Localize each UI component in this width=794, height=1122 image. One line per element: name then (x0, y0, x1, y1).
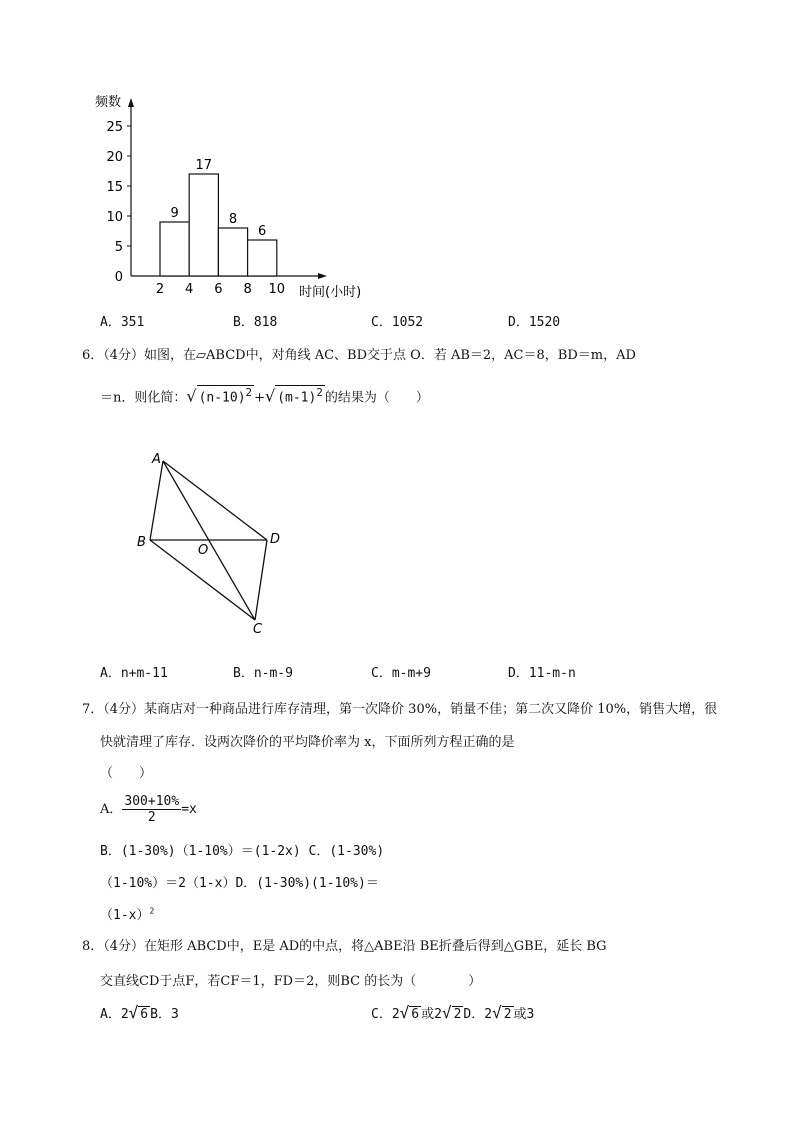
parallelogram-figure (130, 445, 300, 640)
histogram-chart (90, 90, 362, 305)
q6-stem-line2 (100, 385, 429, 405)
histogram-bar (160, 222, 189, 276)
q7-stem-line1: 7．（4分）某商店对一种商品进行库存清理，第一次降价 30%，销量不佳；第二次又降价 10%，销售大增，很 (82, 702, 718, 717)
sqrt-icon: √ (264, 386, 276, 406)
bar-data-label: 17 (195, 158, 213, 173)
x-tick-label: 2 (155, 282, 165, 297)
q5-option-d: D．1520 (508, 315, 561, 330)
q7-option-a: A． $\frac{300+10\%}{2}$ =x (100, 794, 197, 825)
q5-option-c: C．1052 (371, 315, 424, 330)
y-tick-label: 15 (106, 180, 123, 195)
y-tick-label: 5 (114, 240, 123, 255)
q6-option-d: D．11-m-n (508, 666, 576, 681)
histogram-bar (248, 240, 277, 276)
histogram-bar (189, 174, 218, 276)
q8-option-a-b: A．2√ 6 B．3 (100, 1003, 179, 1022)
y-axis-label: 频数 (95, 95, 122, 110)
x-axis-arrow-icon (318, 273, 327, 279)
q6-option-a: A．n+m-11 (100, 666, 168, 681)
bar-data-label: 9 (170, 206, 179, 221)
y-tick-label: 0 (114, 270, 123, 285)
q7-option-c-d: （1-10%）＝2（1-x）D．(1-30%)(1-10%)＝ (100, 876, 379, 891)
x-tick-label: 6 (214, 282, 223, 297)
y-tick-label: 20 (106, 150, 123, 165)
q7-option-d-exp: 2 (149, 906, 155, 916)
q7-stem-line2: 快就清理了库存．设两次降价的平均降价率为 x，下面所列方程正确的是 (100, 735, 515, 750)
q6-option-b: B．n-m-9 (233, 666, 293, 681)
y-tick-label: 25 (106, 120, 123, 135)
q6-stem-line1: 6．（4分）如图，在▱ABCD中，对角线 AC、BD交于点 O．若 AB＝2，AC＝8，BD＝m，AD (82, 348, 636, 363)
x-tick-label: 8 (243, 282, 252, 297)
q6-exp-2: 2 (316, 386, 323, 399)
q7-answer-paren: （ ） (100, 766, 153, 781)
q7-option-b-c: B．(1-30%)（1-10%）＝(1-2x) C．(1-30%) (100, 844, 385, 859)
q8-stem-line2: 交直线CD于点F，若CF＝1，FD＝2，则BC 的长为（ ） (100, 974, 482, 989)
q7-option-a-fraction: $\frac{300+10\%}{2}$ (124, 794, 180, 825)
q6-radicand-2: $(m-1)^2$ (277, 386, 323, 406)
bar-data-label: 8 (228, 212, 238, 227)
q6-plus: + (254, 390, 265, 406)
q6-line2-post: 的结果为（ ） (324, 390, 429, 406)
y-tick-label: 10 (106, 210, 123, 225)
point-label-c: C (253, 622, 263, 637)
bar-data-label: 6 (258, 224, 267, 239)
x-tick-label: 4 (185, 282, 194, 297)
point-label-d: D (270, 532, 281, 547)
sqrt-icon: √ (441, 1003, 452, 1022)
sqrt-icon: √ (399, 1003, 410, 1022)
q6-exp-1: 2 (245, 386, 253, 399)
q5-option-a: A．351 (100, 315, 145, 330)
q6-line2-pre: ＝n．则化简： (100, 390, 187, 406)
y-axis-arrow-icon (128, 98, 134, 107)
q8-option-c-d: C．2√ 6 或2√ 2 D．2√ 2 或3 (371, 1003, 535, 1022)
q6-option-c: C．m-m+9 (371, 666, 431, 681)
histogram-bar (218, 228, 247, 276)
q6-radicand-1: $(n-10)^2$ (198, 386, 253, 406)
sqrt-icon: √ (128, 1003, 139, 1022)
x-tick-label: 10 (268, 282, 286, 297)
sqrt-icon: √ (492, 1003, 502, 1022)
point-label-b: B (137, 535, 146, 550)
q7-option-d-cont: $(1-x)^2$ (100, 906, 155, 923)
point-label-o: O (198, 543, 209, 558)
q5-option-b: B．818 (233, 315, 278, 330)
sqrt-icon: √ (186, 386, 197, 406)
point-label-a: A (152, 452, 161, 467)
q8-stem-line1: 8．（4分）在矩形 ABCD中，E是 AD的中点，将△ABE沿 BE折叠后得到△GBE，延长 BG (82, 939, 607, 954)
x-axis-label: 时间(小时) (299, 285, 362, 300)
